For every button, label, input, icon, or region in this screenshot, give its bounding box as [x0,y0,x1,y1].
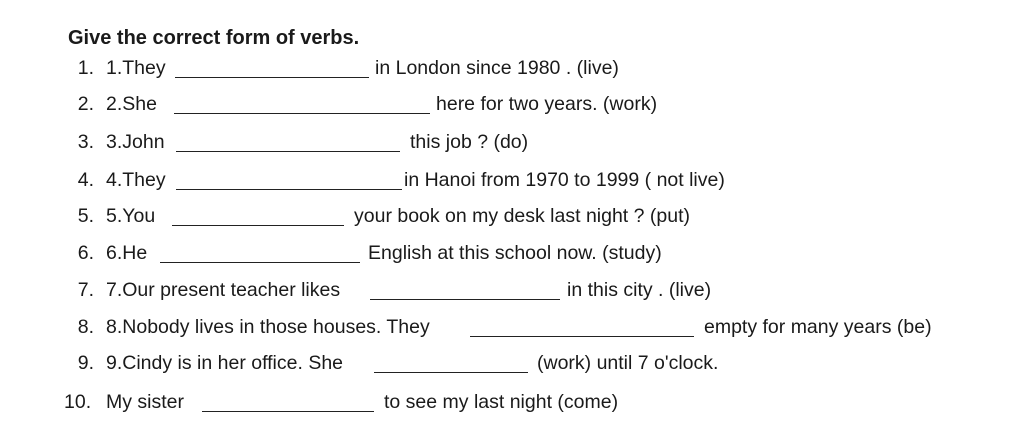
item-text-after: to see my last night (come) [384,391,619,413]
item-number: 9. [77,352,94,374]
item-text-after: English at this school now. (study) [368,242,662,264]
item-number: 2. [77,93,94,115]
item-text-after: in Hanoi from 1970 to 1999 ( not live) [404,169,725,191]
answer-blank[interactable] [172,225,344,226]
item-text-after: here for two years. (work) [436,93,658,115]
item-text-before: 4.They [106,169,166,191]
item-text-after: (work) until 7 o'clock. [537,352,719,374]
answer-blank[interactable] [202,411,374,412]
item-number: 4. [77,169,94,191]
item-text-after: in this city . (live) [567,279,712,301]
worksheet-title: Give the correct form of verbs. [68,27,360,49]
item-text-before: My sister [106,391,184,413]
item-number: 5. [77,205,94,227]
item-number: 3. [77,131,94,153]
item-text-after: your book on my desk last night ? (put) [354,205,691,227]
item-text-before: 8.Nobody lives in those houses. They [106,316,430,338]
item-text-after: in London since 1980 . (live) [375,57,619,79]
item-number: 7. [77,279,94,301]
item-text-before: 5.You [106,205,156,227]
item-number: 1. [77,57,94,79]
answer-blank[interactable] [176,189,402,190]
answer-blank[interactable] [370,299,560,300]
item-text-after: empty for many years (be) [704,316,932,338]
item-number: 6. [77,242,94,264]
answer-blank[interactable] [175,77,369,78]
item-text-before: 6.He [106,242,148,264]
item-text-before: 7.Our present teacher likes [106,279,341,301]
answer-blank[interactable] [160,262,360,263]
answer-blank[interactable] [176,151,400,152]
item-text-before: 3.John [106,131,165,153]
item-text-before: 2.She [106,93,157,115]
answer-blank[interactable] [470,336,694,337]
item-text-before: 1.They [106,57,166,79]
item-text-before: 9.Cindy is in her office. She [106,352,344,374]
item-text-after: this job ? (do) [410,131,529,153]
answer-blank[interactable] [374,372,528,373]
item-number: 10. [64,391,92,413]
item-number: 8. [77,316,94,338]
answer-blank[interactable] [174,113,430,114]
